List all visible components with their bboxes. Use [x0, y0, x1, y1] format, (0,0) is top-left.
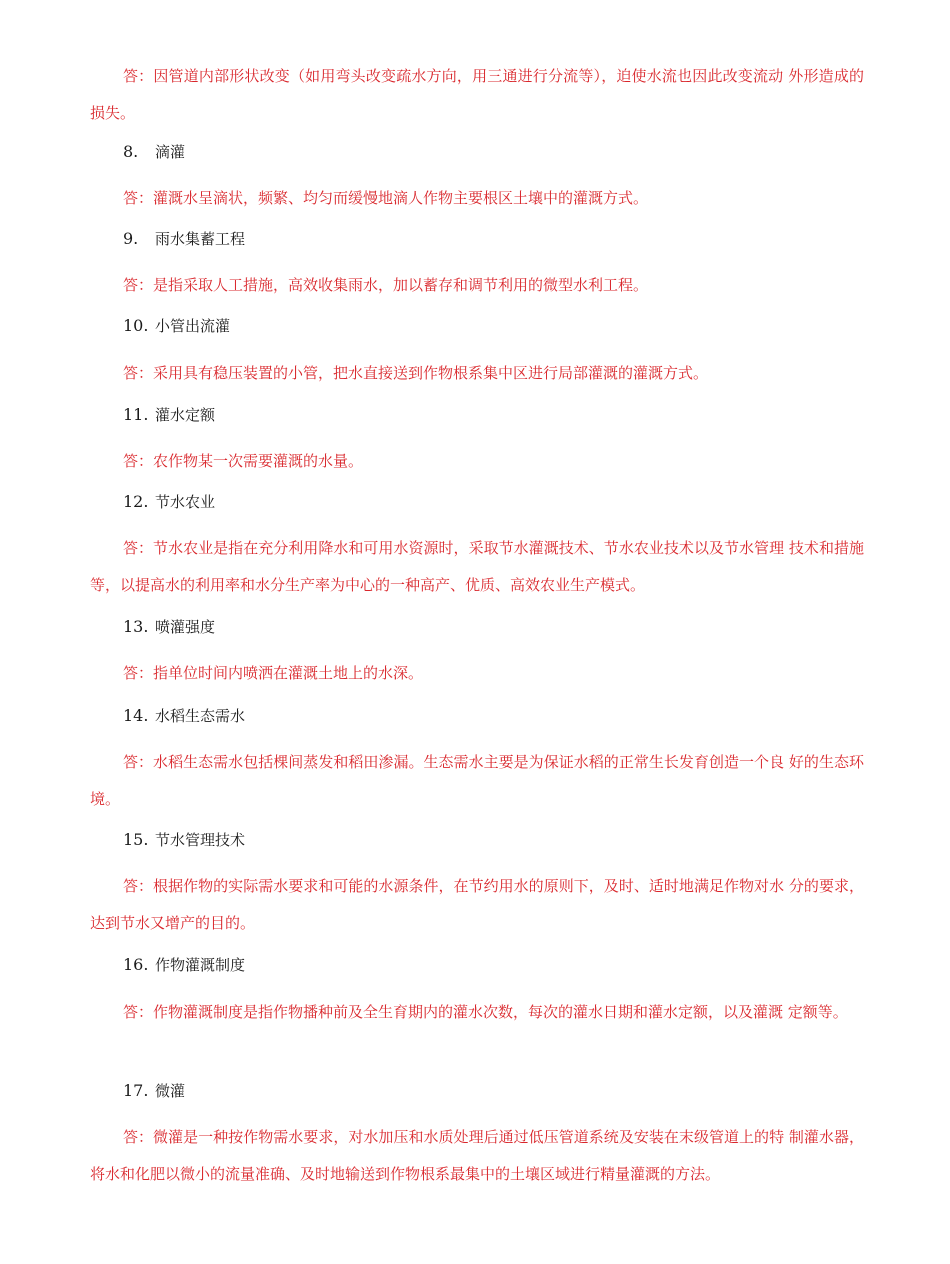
term-14 — [123, 705, 245, 727]
term-15 — [123, 829, 245, 851]
term-number: 12. — [123, 492, 149, 511]
term-number: 11. — [123, 405, 149, 424]
term-number: 15. — [123, 830, 149, 849]
term-title: 滴灌 — [155, 143, 186, 161]
term-11 — [123, 404, 215, 426]
term-title: 灌水定额 — [155, 406, 216, 424]
answer-10: 答：采用具有稳压装置的小管，把水直接送到作物根系集中区进行局部灌溉的灌溉方式。 — [123, 364, 709, 382]
answer-9: 答：是指采取人工措施，高效收集雨水，加以蓄存和调节利用的微型水利工程。 — [123, 276, 649, 294]
term-12 — [123, 491, 215, 513]
term-17 — [123, 1080, 185, 1102]
answer-7: 答：因管道内部形状改变（如用弯头改变疏水方向，用三通进行分流等），迫使水流也因此改变流动 外形造成的损失。 — [90, 67, 864, 122]
term-number: 16. — [123, 955, 149, 974]
term-number: 14. — [123, 706, 149, 725]
answer-15: 答：根据作物的实际需水要求和可能的水源条件，在节约用水的原则下，及时、适时地满足作物对水 分的要求，达到节水又增产的目的。 — [90, 877, 864, 932]
answer-11: 答：农作物某一次需要灌溉的水量。 — [123, 452, 364, 470]
term-number: 8. — [123, 142, 139, 161]
answer-14: 答：水稻生态需水包括棵间蒸发和稻田渗漏。生态需水主要是为保证水稻的正常生长发育创造一个良 好的生态环境。 — [90, 753, 864, 808]
term-13 — [123, 616, 215, 638]
term-title: 微灌 — [155, 1082, 186, 1100]
term-number: 13. — [123, 617, 149, 636]
term-title: 喷灌强度 — [155, 618, 216, 636]
answer-13: 答：指单位时间内喷洒在灌溉土地上的水深。 — [123, 664, 424, 682]
answer-12: 答：节水农业是指在充分利用降水和可用水资源时，采取节水灌溉技术、节水农业技术以及节水管理 技术和措施等，以提高水的利用率和水分生产率为中心的一种高产、优质、高效农业生产模式。 — [90, 539, 864, 594]
term-9 — [123, 228, 245, 250]
term-title: 节水农业 — [155, 493, 216, 511]
answer-8: 答：灌溉水呈滴状，频繁、均匀而缓慢地滴人作物主要根区土壤中的灌溉方式。 — [123, 189, 649, 207]
term-title: 节水管理技术 — [155, 831, 246, 849]
answer-17: 答：微灌是一种按作物需水要求，对水加压和水质处理后通过低压管道系统及安装在末级管道上的特 制灌水器，将水和化肥以微小的流量准确、及时地输送到作物根系最集中的土壤区域进行精量灌溉的方法。 — [90, 1128, 864, 1183]
term-10 — [123, 315, 230, 337]
term-title: 水稻生态需水 — [155, 707, 246, 725]
term-number: 9. — [123, 229, 139, 248]
term-title: 作物灌溉制度 — [155, 956, 246, 974]
term-16 — [123, 954, 245, 976]
term-title: 小管出流灌 — [155, 317, 231, 335]
term-number: 10. — [123, 316, 149, 335]
term-8 — [123, 141, 185, 163]
term-number: 17. — [123, 1081, 149, 1100]
term-title: 雨水集蓄工程 — [155, 230, 246, 248]
answer-16: 答：作物灌溉制度是指作物播种前及全生育期内的灌水次数，每次的灌水日期和灌水定额，以及灌溉 定额等。 — [123, 1003, 848, 1021]
